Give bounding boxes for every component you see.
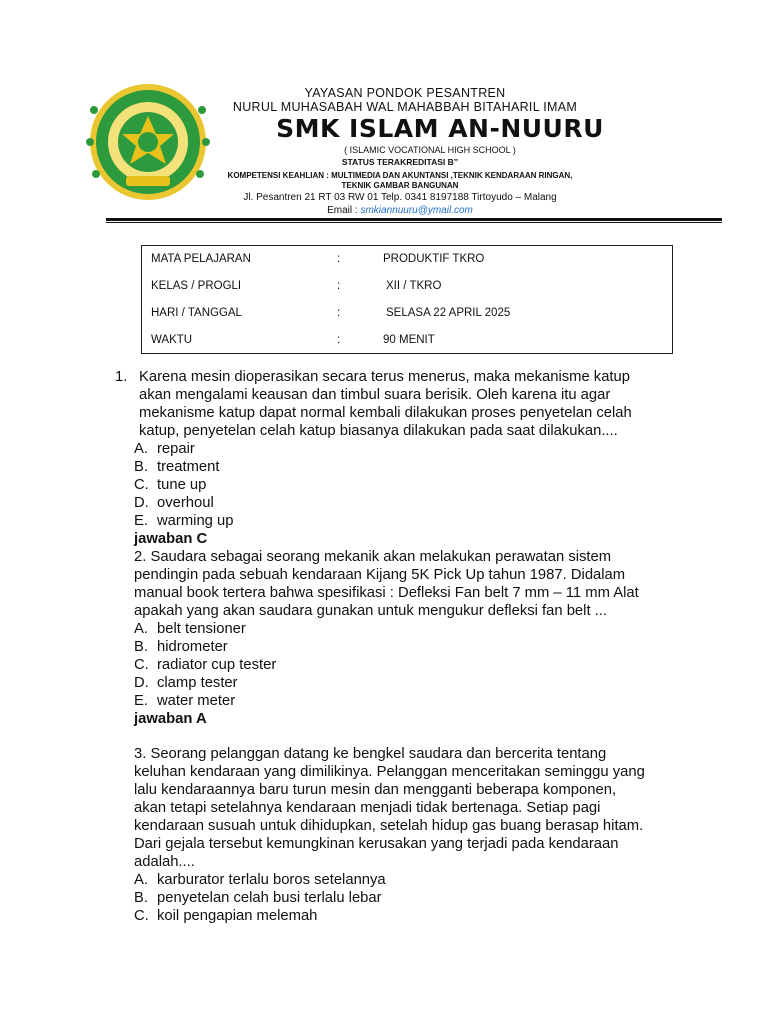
question-line: Dari gejala tersebut kemungkinan kerusakan yang terjadi pada kendaraan (134, 836, 619, 852)
option-text: warming up (157, 513, 234, 529)
info-separator: : (337, 334, 341, 346)
option-letter: B. (134, 890, 148, 906)
option-letter: A. (134, 621, 148, 637)
question-line: akan tetapi setelahnya kendaraan menjadi tidak bertenaga. Setiap pagi (134, 800, 601, 816)
info-label: HARI / TANGGAL (151, 307, 242, 319)
option-text: penyetelan celah busi terlalu lebar (157, 890, 382, 906)
question-line: Karena mesin dioperasikan secara terus menerus, maka mekanisme katup (139, 369, 630, 385)
option-text: tune up (157, 477, 207, 493)
accreditation-status: STATUS TERAKREDITASI B’’ (341, 157, 459, 167)
question-line: keluhan kendaraan yang dimilikinya. Pelanggan menceritakan seminggu yang (134, 764, 645, 780)
question-line: kendaraan susuah untuk dihidupkan, setelah hidup gas buang berasap hitam. (134, 818, 644, 834)
info-value: XII / TKRO (386, 280, 442, 292)
info-value: 90 MENIT (383, 334, 435, 346)
foundation-label: YAYASAN PONDOK PESANTREN (304, 86, 506, 100)
competency-line-1: KOMPETENSI KEAHLIAN : MULTIMEDIA DAN AKUNTANSI ,TEKNIK KENDARAAN RINGAN, (227, 171, 573, 180)
option-letter: A. (134, 441, 148, 457)
option-letter: C. (134, 908, 149, 924)
answer-q2: jawaban A (134, 711, 207, 727)
option-letter: E. (134, 693, 148, 709)
option-d (134, 494, 214, 512)
header-divider-thick (106, 218, 722, 221)
question-line: pendingin pada sebuah kendaraan Kijang 5K Pick Up tahun 1987. Didalam (134, 567, 626, 583)
option-e (134, 512, 233, 530)
foundation-name: NURUL MUHASABAH WAL MAHABBAH BITAHARIL IMAM (232, 100, 578, 114)
option-b (134, 458, 220, 476)
school-logo-icon (86, 80, 210, 204)
option-a (134, 620, 246, 638)
option-letter: A. (134, 872, 148, 888)
question-line: mekanisme katup dapat normal kembali dilakukan proses penyetelan celah (139, 405, 632, 421)
school-email-line (200, 205, 600, 216)
option-text: belt tensioner (157, 621, 246, 637)
info-value: PRODUKTIF TKRO (383, 253, 485, 265)
question-line: adalah.... (134, 854, 195, 870)
info-label: KELAS / PROGLI (151, 280, 242, 292)
option-letter: D. (134, 495, 149, 511)
option-b (134, 638, 228, 656)
option-d (134, 674, 238, 692)
option-a (134, 871, 386, 889)
option-b (134, 889, 382, 907)
option-text: koil pengapian melemah (157, 908, 318, 924)
question-line: apakah yang akan saudara gunakan untuk mengukur defleksi fan belt ... (134, 603, 608, 619)
option-text: repair (157, 441, 195, 457)
option-a (134, 440, 195, 458)
option-text: treatment (157, 459, 220, 475)
answer-q1: jawaban C (134, 531, 208, 547)
option-text: karburator terlalu boros setelannya (157, 872, 386, 888)
question-1 (115, 368, 699, 440)
option-e (134, 692, 235, 710)
question-line: akan mengalami keausan dan timbul suara berisik. Oleh karena itu agar (139, 387, 611, 403)
school-subtitle: ( ISLAMIC VOCATIONAL HIGH SCHOOL ) (344, 145, 516, 155)
option-letter: B. (134, 639, 148, 655)
exam-info-box (141, 245, 673, 354)
option-text: hidrometer (157, 639, 228, 655)
info-label: WAKTU (151, 334, 193, 346)
option-letter: C. (134, 657, 149, 673)
option-text: radiator cup tester (157, 657, 277, 673)
question-line: 2. Saudara sebagai seorang mekanik akan melakukan perawatan sistem (134, 549, 612, 565)
question-2 (134, 548, 694, 620)
option-letter: D. (134, 675, 149, 691)
info-value: SELASA 22 APRIL 2025 (386, 307, 511, 319)
info-separator: : (337, 280, 341, 292)
option-c (134, 907, 317, 925)
option-letter: B. (134, 459, 148, 475)
question-line: manual book tertera bahwa spesifikasi : Defleksi Fan belt 7 mm – 11 mm Alat (134, 585, 639, 601)
question-3 (134, 745, 694, 871)
header-divider-thin (106, 222, 722, 223)
option-c (134, 476, 206, 494)
competency-line-2: TEKNIK GAMBAR BANGUNAN (341, 181, 459, 190)
school-address: Jl. Pesantren 21 RT 03 RW 01 Telp. 0341 8197188 Tirtoyudo – Malang (243, 192, 557, 203)
email-link[interactable]: smkiannuuru@ymail.com (360, 205, 473, 216)
question-number: 1. (115, 369, 128, 385)
option-text: overhoul (157, 495, 214, 511)
info-label: MATA PELAJARAN (151, 253, 251, 265)
option-letter: E. (134, 513, 148, 529)
option-letter: C. (134, 477, 149, 493)
question-line: katup, penyetelan celah katup biasanya dilakukan pada saat dilakukan.... (139, 423, 618, 439)
option-text: water meter (157, 693, 236, 709)
info-separator: : (337, 307, 341, 319)
option-text: clamp tester (157, 675, 238, 691)
question-line: 3. Seorang pelanggan datang ke bengkel saudara dan bercerita tentang (134, 746, 607, 762)
question-line: lalu kendaraannya baru turun mesin dan mengganti beberapa komponen, (134, 782, 617, 798)
school-name: SMK ISLAM AN-NUURU (276, 114, 604, 143)
option-c (134, 656, 276, 674)
email-label: Email : (327, 205, 361, 216)
info-separator: : (337, 253, 341, 265)
